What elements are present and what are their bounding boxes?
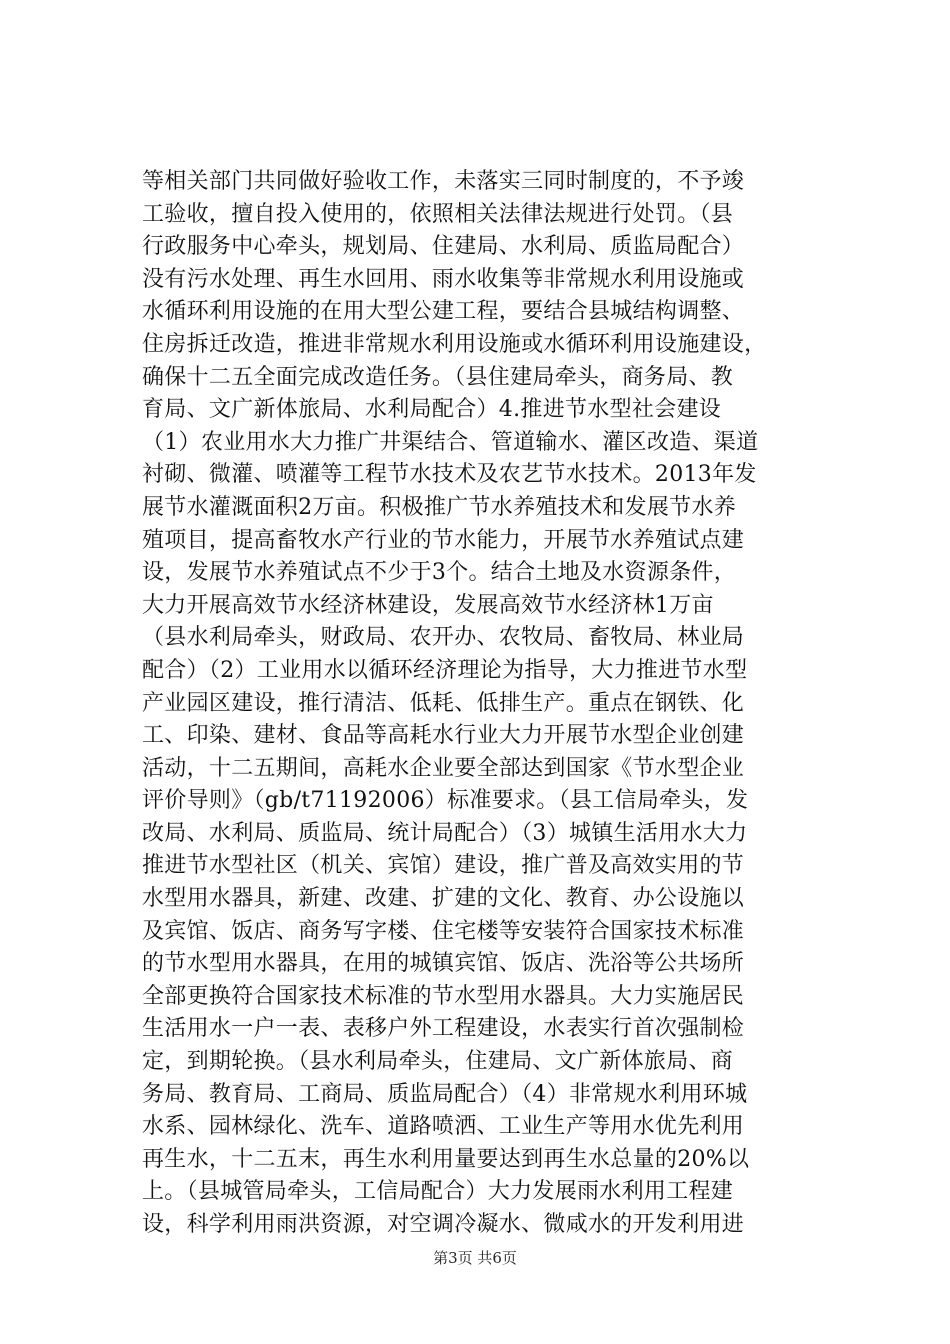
body-line: 改局、水利局、质监局、统计局配合）（3）城镇生活用水大力 — [142, 820, 748, 846]
body-line: 育局、文广新体旅局、水利局配合）4.推进节水型社会建设 — [142, 397, 722, 423]
body-line: 务局、教育局、工商局、质监局配合）（4）非常规水利用环城 — [142, 1081, 748, 1107]
body-line: 工验收，擅自投入使用的，依照相关法律法规进行处罚。（县 — [142, 201, 734, 227]
body-line: 的节水型用水器具，在用的城镇宾馆、饭店、洗浴等公共场所 — [142, 951, 745, 977]
page-footer: 第3页 共6页 — [433, 1249, 517, 1267]
document-body — [142, 166, 832, 1242]
body-line: 大力开展高效节水经济林建设，发展高效节水经济林1万亩 — [142, 592, 714, 618]
body-line: 推进节水型社区（机关、宾馆）建设，推广普及高效实用的节 — [142, 853, 745, 879]
body-line: 全部更换符合国家技术标准的节水型用水器具。大力实施居民 — [142, 983, 745, 1009]
body-line: 没有污水处理、再生水回用、雨水收集等非常规水利用设施或 — [142, 266, 745, 292]
body-line: 评价导则》（gb/t71192006）标准要求。（县工信局牵头，发 — [142, 788, 749, 814]
body-line: 配合）（2）工业用水以循环经济理论为指导，大力推进节水型 — [142, 657, 748, 683]
body-line: 行政服务中心牵头，规划局、住建局、水利局、质监局配合） — [142, 234, 745, 260]
body-line: 水循环利用设施的在用大型公建工程，要结合县城结构调整、 — [142, 299, 745, 325]
body-line: 定，到期轮换。（县水利局牵头，住建局、文广新体旅局、商 — [142, 1049, 734, 1075]
body-line: 水系、园林绿化、洗车、道路喷洒、工业生产等用水优先利用 — [142, 1114, 745, 1140]
body-line: 设，发展节水养殖试点不少于3个。结合土地及水资源条件， — [142, 560, 737, 586]
body-line: 及宾馆、饭店、商务写字楼、住宅楼等安装符合国家技术标准 — [142, 918, 745, 944]
body-line: 水型用水器具，新建、改建、扩建的文化、教育、办公设施以 — [142, 886, 745, 912]
body-line: 住房拆迁改造，推进非常规水利用设施或水循环利用设施建设， — [142, 331, 767, 357]
body-line: （1）农业用水大力推广井渠结合、管道输水、灌区改造、渠道 — [142, 429, 759, 455]
body-line: 殖项目，提高畜牧水产行业的节水能力，开展节水养殖试点建 — [142, 527, 745, 553]
body-line: 产业园区建设，推行清洁、低耗、低排生产。重点在钢铁、化 — [142, 690, 745, 716]
body-line: 展节水灌溉面积2万亩。积极推广节水养殖技术和发展节水养 — [142, 494, 737, 520]
body-line: 上。（县城管局牵头，工信局配合）大力发展雨水利用工程建 — [142, 1179, 734, 1205]
body-line: 等相关部门共同做好验收工作，未落实三同时制度的，不予竣 — [142, 169, 745, 194]
body-line: 设，科学利用雨洪资源，对空调冷凝水、微咸水的开发利用进 — [142, 1212, 745, 1237]
body-line: 再生水，十二五末，再生水利用量要达到再生水总量的20%以 — [142, 1146, 750, 1172]
body-line: 确保十二五全面完成改造任务。（县住建局牵头，商务局、教 — [142, 364, 734, 390]
body-line: 生活用水一户一表、表移户外工程建设，水表实行首次强制检 — [142, 1016, 745, 1042]
body-line: （县水利局牵头，财政局、农开办、农牧局、畜牧局、林业局 — [142, 625, 745, 651]
body-line: 工、印染、建材、食品等高耗水行业大力开展节水型企业创建 — [142, 723, 745, 749]
body-line: 活动，十二五期间，高耗水企业要全部达到国家《节水型企业 — [142, 755, 745, 781]
body-line: 衬砌、微灌、喷灌等工程节水技术及农艺节水技术。2013年发 — [142, 462, 757, 488]
